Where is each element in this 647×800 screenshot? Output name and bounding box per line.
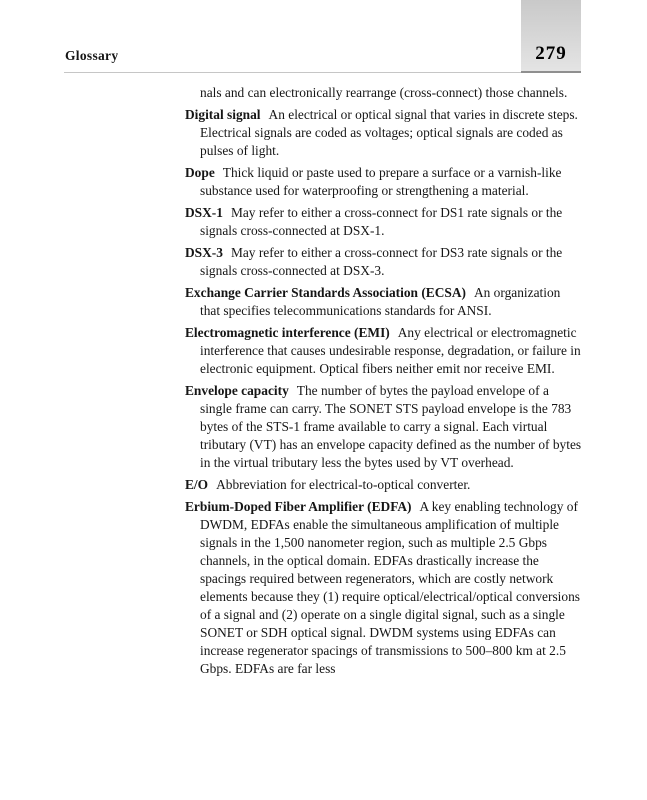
glossary-entry xyxy=(185,204,582,240)
glossary-definition: May refer to either a cross-connect for DS1 rate signals or the signals cross-connected at DSX-1. xyxy=(200,205,563,238)
running-head-title: Glossary xyxy=(65,48,119,63)
glossary-body xyxy=(185,84,582,682)
page-number-tab xyxy=(521,0,581,73)
glossary-term: Envelope capacity xyxy=(185,383,289,398)
glossary-term: Dope xyxy=(185,165,215,180)
glossary-entry xyxy=(185,244,582,280)
glossary-term: DSX-1 xyxy=(185,205,223,220)
glossary-definition: An organization that specifies telecommunications standards for ANSI. xyxy=(200,285,561,318)
page-number: 279 xyxy=(535,43,567,64)
glossary-term: Erbium-Doped Fiber Amplifier (EDFA) xyxy=(185,499,412,514)
glossary-term: Exchange Carrier Standards Association (ECSA) xyxy=(185,285,466,300)
glossary-entry xyxy=(185,164,582,200)
continuation-paragraph: nals and can electronically rearrange (cross-connect) those channels. xyxy=(200,85,568,100)
glossary-definition: Any electrical or electromagnetic interference that causes undesirable response, degradation, or failure in electronic equipment. Optical fibers neither emit nor receive EMI. xyxy=(200,325,581,376)
glossary-definition: Thick liquid or paste used to prepare a surface or a varnish-like substance used for waterproofing or strengthening a material. xyxy=(200,165,562,198)
glossary-entry xyxy=(185,106,582,160)
glossary-term: Electromagnetic interference (EMI) xyxy=(185,325,390,340)
glossary-entry xyxy=(185,476,582,494)
glossary-definition: The number of bytes the payload envelope of a single frame can carry. The SONET STS payload envelope is the 783 bytes of the STS-1 frame available to carry a signal. Each virtual tributary (VT) has an envelope capacity defined as the number of bytes in the virtual tributary less the bytes used by VT overhead. xyxy=(200,383,582,470)
glossary-entry xyxy=(185,498,582,678)
glossary-term: DSX-3 xyxy=(185,245,223,260)
glossary-definition: Abbreviation for electrical-to-optical converter. xyxy=(216,477,471,492)
header-rule xyxy=(64,72,581,73)
glossary-definition: A key enabling technology of DWDM, EDFAs enable the simultaneous amplification of multiple signals in the 1,500 nanometer region, such as multiple 2.5 Gbps channels, in the optical domain. EDFAs drastically increase the spacings required between regenerators, which are costly network elements because they (1) require optical/electrical/optical conversions of a signal and (2) operate on a single digital signal, such as a single SONET or SDH optical signal. DWDM systems using EDFAs can increase regenerator spacings of transmissions to 500–800 km at 2.5 Gbps. EDFAs are far less xyxy=(200,499,580,676)
glossary-term: E/O xyxy=(185,477,209,492)
glossary-definition: May refer to either a cross-connect for DS3 rate signals or the signals cross-connected at DSX-3. xyxy=(200,245,563,278)
glossary-entry xyxy=(185,324,582,378)
glossary-term: Digital signal xyxy=(185,107,261,122)
glossary-entry xyxy=(185,284,582,320)
glossary-definition: An electrical or optical signal that varies in discrete steps. Electrical signals are coded as voltages; optical signals are coded as pulses of light. xyxy=(200,107,578,158)
glossary-entry xyxy=(185,382,582,472)
